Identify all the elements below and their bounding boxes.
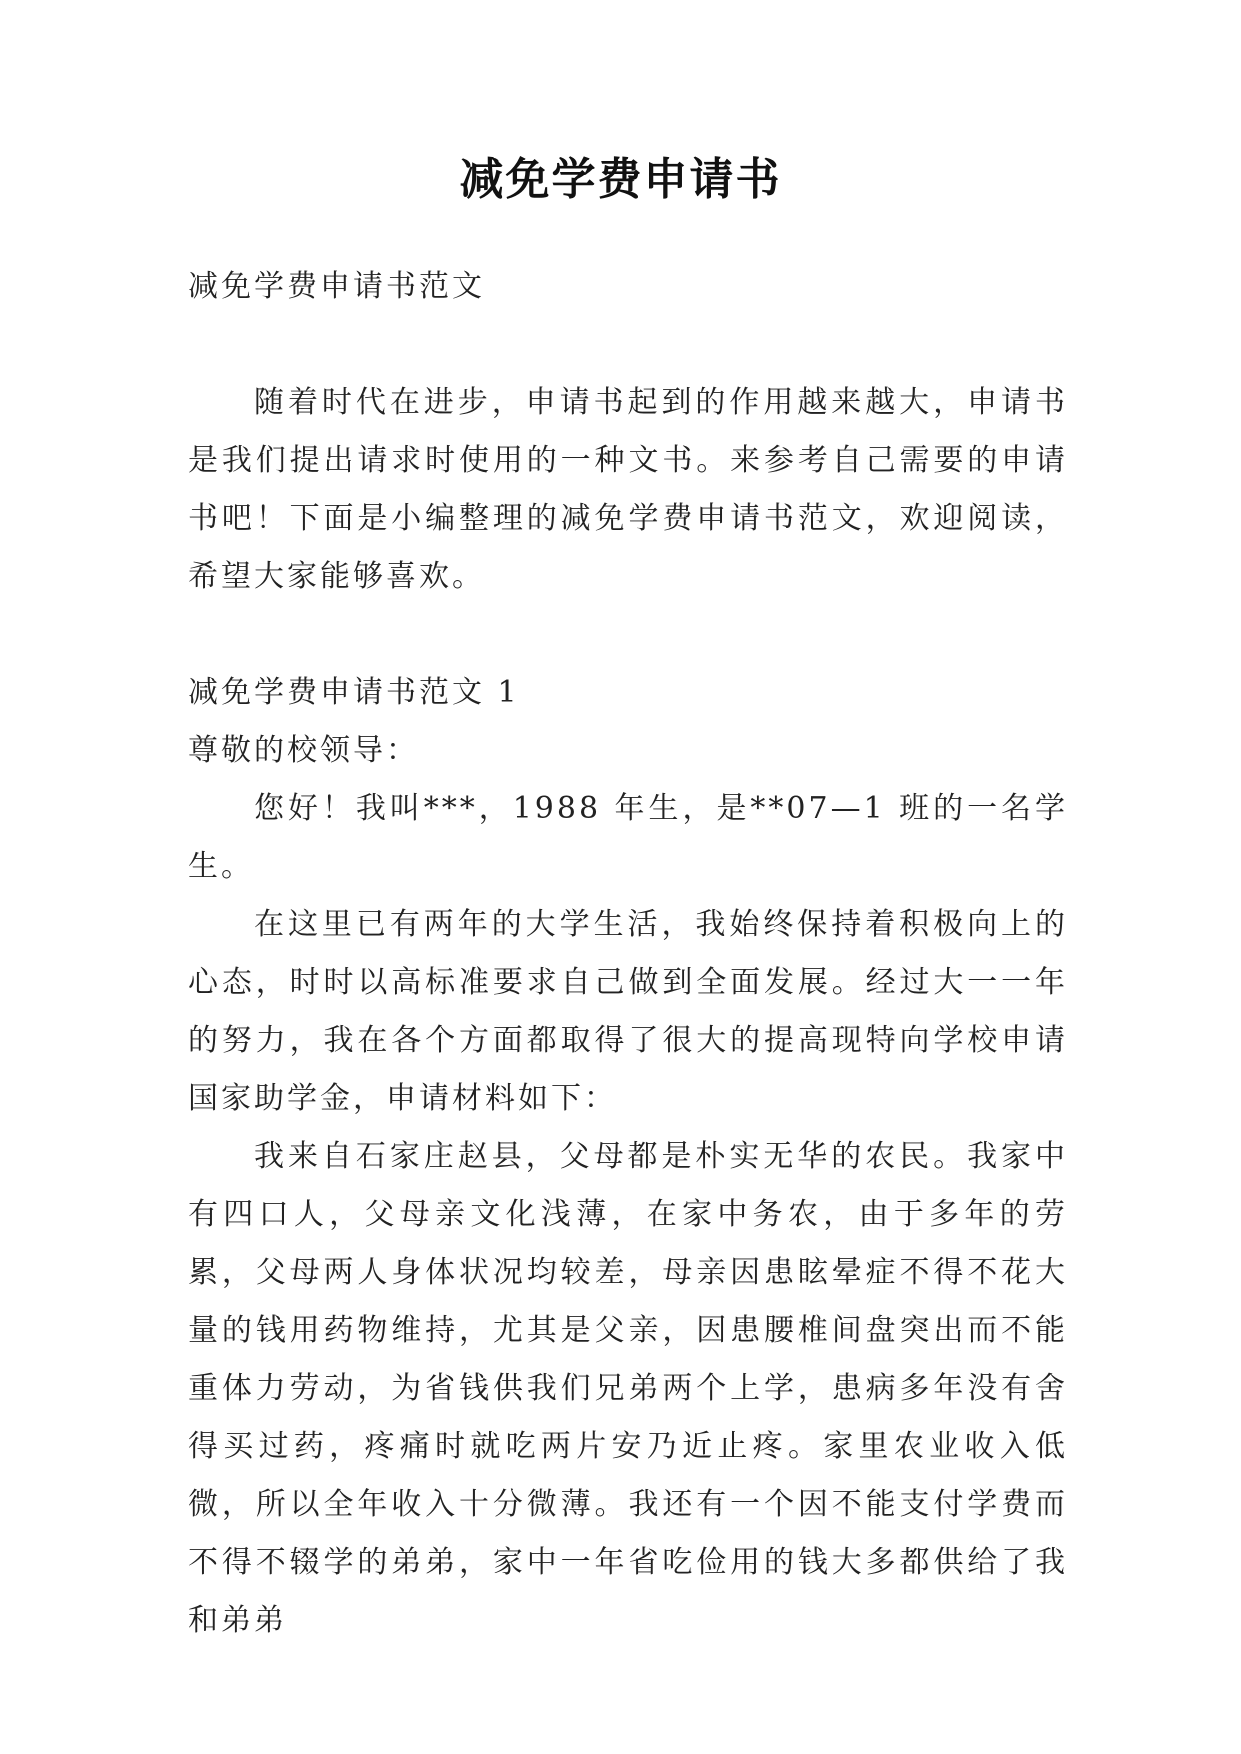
body-paragraph-1: 您好！我叫***，1988 年生，是**07—1 班的一名学生。 xyxy=(188,791,1068,884)
salutation: 尊敬的校领导： xyxy=(188,733,419,768)
body-paragraph-2: 在这里已有两年的大学生活，我始终保持着积极向上的心态，时时以高标准要求自己做到全面发展。经过大一一年的努力，我在各个方面都取得了很大的提高现特向学校申请国家助学金，申请材料如下： xyxy=(188,907,1068,1116)
document-title: 减免学费申请书 xyxy=(459,154,782,205)
section-heading: 减免学费申请书范文 1 xyxy=(188,675,520,710)
body-paragraph-3: 我来自石家庄赵县，父母都是朴实无华的农民。我家中有四口人，父母亲文化浅薄，在家中务农，由于多年的劳累，父母两人身体状况均较差，母亲因患眩晕症不得不花大量的钱用药物维持，尤其是父亲，因患腰椎间盘突出而不能重体力劳动，为省钱供我们兄弟两个上学，患病多年没有舍得买过药，疼痛时就吃两片安乃近止疼。家里农业收入低微，所以全年收入十分微薄。我还有一个因不能支付学费而不得不辍学的弟弟，家中一年省吃俭用的钱大多都供给了我和弟弟 xyxy=(188,1139,1068,1638)
document-subtitle: 减免学费申请书范文 xyxy=(188,269,485,304)
document-body xyxy=(188,258,1068,1650)
intro-paragraph: 随着时代在进步，申请书起到的作用越来越大，申请书是我们提出请求时使用的一种文书。来参考自己需要的申请书吧！下面是小编整理的减免学费申请书范文，欢迎阅读，希望大家能够喜欢。 xyxy=(188,385,1068,594)
